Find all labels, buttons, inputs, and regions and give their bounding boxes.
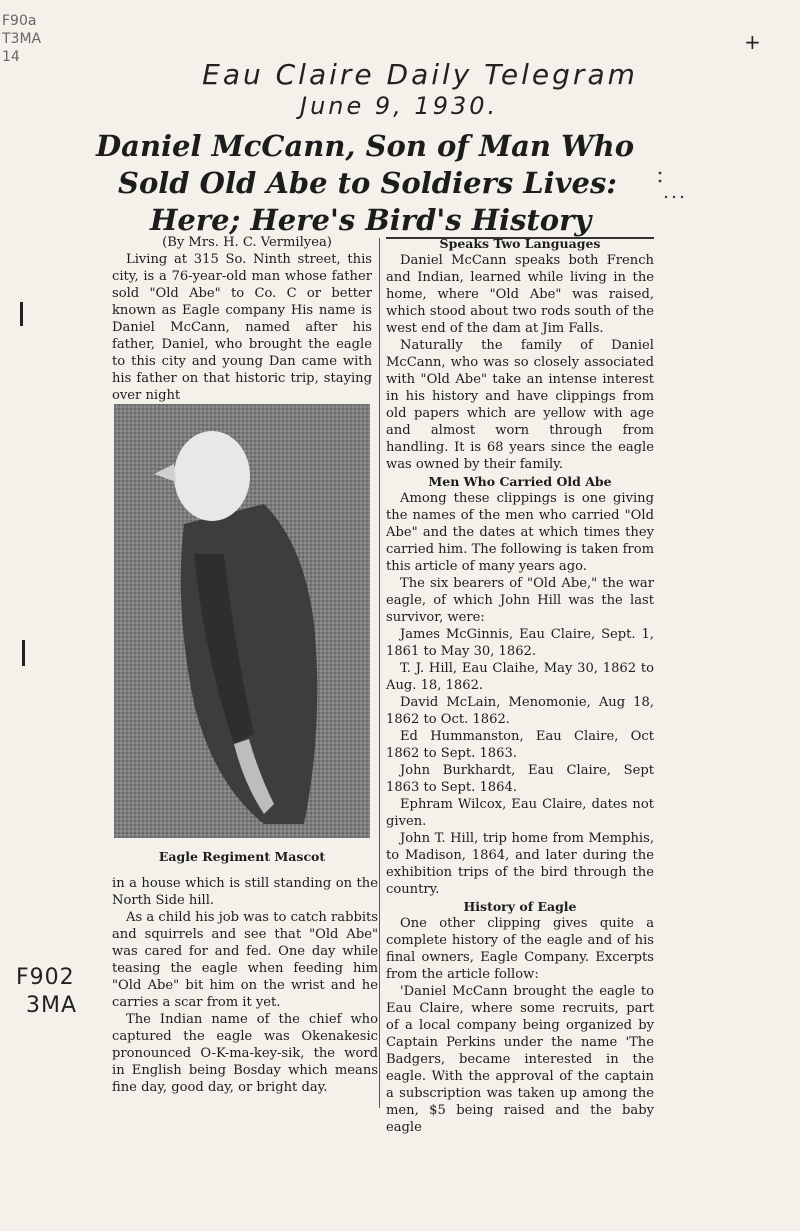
file-code-line: 3MA [26,993,78,1018]
bearer-entry: John T. Hill, trip home from Memphis, to Madison, 1864, and later during the exhibition trips of the bird through the country. [386,831,654,897]
eagle-icon [114,404,370,838]
left-column [112,234,372,404]
margin-tick [20,302,23,326]
paragraph: The Indian name of the chief who captured the eagle was Okenakesic pronounced O-K-ma-key-sik, the word in English being Bosday which means fine day, good day, or bright day. [112,1012,378,1095]
paragraph: Among these clippings is one giving the names of the men who carried "Old Abe" and the dates at which times they carried him. The following is taken from this article of many years ago. [386,491,654,574]
photo-caption: Eagle Regiment Mascot [158,849,326,864]
file-code-line: F902 [16,965,75,990]
eagle-photo [114,404,370,838]
headline-line-1: Daniel McCann, Son of Man Who [96,129,635,163]
plus-mark: + [744,30,761,54]
corner-note [2,12,41,66]
headline-line-2: Sold Old Abe to Soldiers Lives: [118,166,617,200]
bearer-entry: T. J. Hill, Eau Claihe, May 30, 1862 to Aug. 18, 1862. [386,661,654,693]
column-divider [379,238,380,1108]
file-code-handwritten [16,964,77,1020]
right-column [386,235,654,1136]
dateline-handwritten: June 9, 1930. [300,92,499,120]
margin-dots-icon [656,165,686,205]
paragraph: The six bearers of "Old Abe," the war eagle, of which John Hill was the last survivor, were: [386,576,654,625]
corner-note-line: 14 [2,49,20,65]
masthead-handwritten: Eau Claire Daily Telegram [202,58,638,91]
headline [96,128,696,239]
left-column-continued [112,875,378,1096]
corner-note-line: F90a [2,13,37,29]
bearer-entry: Ed Hummanston, Eau Claire, Oct 1862 to Sept. 1863. [386,729,654,761]
byline: (By Mrs. H. C. Vermilyea) [162,235,332,250]
subheading-history: History of Eagle [463,899,577,914]
paragraph: 'Daniel McCann brought the eagle to Eau Claire, where some recruits, part of a local company being organized by Captain Perkins under the name 'The Badgers, became interested in the eagle. With the approval of the captain a subscription was taken up among the men, $5 being raised and the baby eagle [386,984,654,1135]
paragraph: Daniel McCann speaks both French and Indian, learned while living in the home, where "Old Abe" was raised, which stood about two rods south of the west end of the dam at Jim Falls. [386,253,654,336]
bearer-entry: James McGinnis, Eau Claire, Sept. 1, 1861 to May 30, 1862. [386,627,654,659]
paragraph: Naturally the family of Daniel McCann, who was so closely associated with "Old Abe" take an intense interest in his history and have clippings from old papers which are yellow with age and almost worn through from handling. It is 68 years since the eagle was owned by their family. [386,338,654,472]
intro-paragraph: Living at 315 So. Ninth street, this city, is a 76-year-old man whose father sold "Old Abe" to Co. C or better known as Eagle company His name is Daniel McCann, named after his father, Daniel, who brought the eagle to this city and young Dan came with his father on that historic trip, staying over night [112,252,372,403]
paragraph: As a child his job was to catch rabbits and squirrels and see that "Old Abe" was cared for and fed. One day while teasing the eagle when feeding him "Old Abe" bit him on the wrist and he carries a scar from it yet. [112,910,378,1010]
paragraph: One other clipping gives quite a complete history of the eagle and of his final owners, Eagle Company. Excerpts from the article follow: [386,916,654,982]
subheading-languages: Speaks Two Languages [439,236,601,251]
bearer-entry: Ephram Wilcox, Eau Claire, dates not given. [386,797,654,829]
bearer-entry: David McLain, Menomonie, Aug 18, 1862 to Oct. 1862. [386,695,654,727]
headline-line-3: Here; Here's Bird's History [150,203,592,237]
continuation-paragraph: in a house which is still standing on the North Side hill. [112,876,378,908]
margin-dots [656,165,686,210]
subheading-carriers: Men Who Carried Old Abe [428,474,612,489]
corner-note-line: T3MA [2,31,42,47]
bearer-entry: John Burkhardt, Eau Claire, Sept 1863 to Sept. 1864. [386,763,654,795]
margin-tick [22,640,25,666]
